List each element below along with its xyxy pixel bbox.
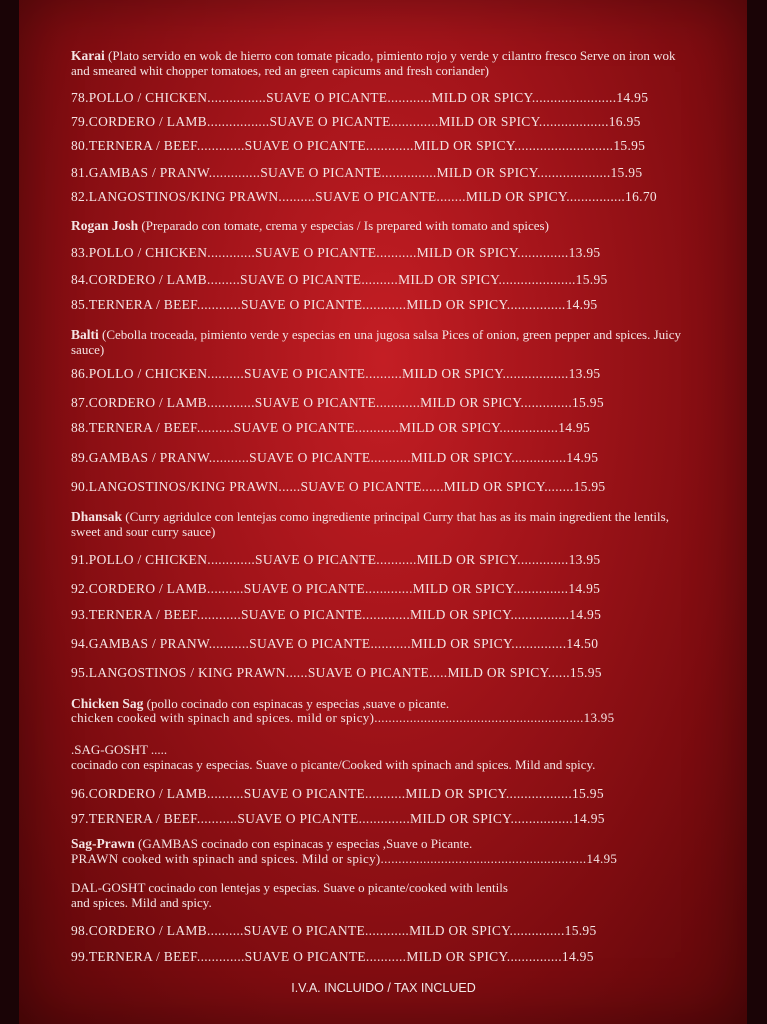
menu-item-92: 92.CORDERO / LAMB..........SUAVE O PICANTE.............MILD OR SPICY...............14.95 bbox=[71, 581, 601, 596]
menu-item-84: 84.CORDERO / LAMB.........SUAVE O PICANTE..........MILD OR SPICY.....................15.95 bbox=[71, 272, 608, 287]
rogan-josh-title: Rogan Josh bbox=[71, 218, 139, 233]
chicken-sag-line1: Chicken Sag (pollo cocinado con espinacas y especias ,suave o picante. bbox=[71, 696, 450, 711]
menu-item-79: 79.CORDERO / LAMB.................SUAVE O PICANTE.............MILD OR SPICY...................16.95 bbox=[71, 114, 641, 129]
sag-prawn-line2: PRAWN cooked with spinach and spices. Mild or spicy)..........................................................14.95 bbox=[71, 851, 618, 866]
tax-note: I.V.A. INCLUIDO / TAX INCLUED bbox=[291, 981, 476, 995]
chicken-sag-title: Chicken Sag bbox=[71, 696, 144, 711]
menu-item-78: 78.POLLO / CHICKEN................SUAVE O PICANTE............MILD OR SPICY.......................14.95 bbox=[71, 90, 649, 105]
sag-prawn-title: Sag-Prawn bbox=[71, 836, 135, 851]
menu-item-98: 98.CORDERO / LAMB..........SUAVE O PICANTE............MILD OR SPICY...............15.95 bbox=[71, 923, 597, 938]
menu-item-88: 88.TERNERA / BEEF..........SUAVE O PICANTE............MILD OR SPICY................14.95 bbox=[71, 420, 591, 435]
menu-item-90: 90.LANGOSTINOS/KING PRAWN......SUAVE O PICANTE......MILD OR SPICY........15.95 bbox=[71, 479, 606, 494]
dhansak-title: Dhansak bbox=[71, 509, 123, 524]
sag-gosht-description: cocinado con espinacas y especias. Suave o picante/Cooked with spinach and spices. Mild and spicy. bbox=[71, 757, 596, 772]
menu-item-82: 82.LANGOSTINOS/KING PRAWN..........SUAVE O PICANTE........MILD OR SPICY................16.70 bbox=[71, 189, 657, 204]
menu-item-87: 87.CORDERO / LAMB.............SUAVE O PICANTE............MILD OR SPICY..............15.95 bbox=[71, 395, 604, 410]
balti-description: Balti (Cebolla troceada, pimiento verde y especias en una jugosa salsa Pices of onion, green pepper and spices. Juicy sauce) bbox=[71, 327, 682, 357]
sag-gosht-title: .SAG-GOSHT ..... bbox=[71, 742, 168, 757]
menu-item-99: 99.TERNERA / BEEF.............SUAVE O PICANTE...........MILD OR SPICY...............14.95 bbox=[71, 949, 594, 964]
menu-item-96: 96.CORDERO / LAMB..........SUAVE O PICANTE...........MILD OR SPICY..................15.95 bbox=[71, 786, 604, 801]
dal-gosht-line1: DAL-GOSHT cocinado con lentejas y especias. Suave o picante/cooked with lentils bbox=[71, 880, 508, 895]
menu-item-85: 85.TERNERA / BEEF............SUAVE O PICANTE............MILD OR SPICY................14.95 bbox=[71, 297, 598, 312]
menu-item-83: 83.POLLO / CHICKEN.............SUAVE O PICANTE...........MILD OR SPICY..............13.95 bbox=[71, 245, 601, 260]
menu-item-91: 91.POLLO / CHICKEN.............SUAVE O PICANTE...........MILD OR SPICY..............13.95 bbox=[71, 552, 601, 567]
menu-item-93: 93.TERNERA / BEEF............SUAVE O PICANTE.............MILD OR SPICY................14.95 bbox=[71, 607, 602, 622]
menu-item-86: 86.POLLO / CHICKEN..........SUAVE O PICANTE..........MILD OR SPICY..................13.95 bbox=[71, 366, 601, 381]
karai-description: Karai (Plato servido en wok de hierro con tomate picado, pimiento rojo y verde y cilantro fresco Serve on iron wok and smeared whit chopper tomatoes, red an green capicums and fresh coriander) bbox=[71, 48, 676, 78]
menu-item-97: 97.TERNERA / BEEF...........SUAVE O PICANTE..............MILD OR SPICY.................14.95 bbox=[71, 811, 605, 826]
menu-item-89: 89.GAMBAS / PRANW...........SUAVE O PICANTE...........MILD OR SPICY...............14.95 bbox=[71, 450, 599, 465]
menu-item-81: 81.GAMBAS / PRANW..............SUAVE O PICANTE...............MILD OR SPICY....................15.95 bbox=[71, 165, 643, 180]
sag-prawn-line1: Sag-Prawn (GAMBAS cocinado con espinacas y especias ,Suave o Picante. bbox=[71, 836, 473, 851]
dal-gosht-line2: and spices. Mild and spicy. bbox=[71, 895, 212, 910]
menu-item-80: 80.TERNERA / BEEF.............SUAVE O PICANTE.............MILD OR SPICY...........................15.95 bbox=[71, 138, 646, 153]
balti-title: Balti bbox=[71, 327, 99, 342]
chicken-sag-line2: chicken cooked with spinach and spices. mild or spicy)...........................................................13.95 bbox=[71, 710, 615, 725]
rogan-josh-description: Rogan Josh (Preparado con tomate, crema y especias / Is prepared with tomato and spices) bbox=[71, 218, 549, 233]
karai-title: Karai bbox=[71, 48, 105, 63]
menu-item-95: 95.LANGOSTINOS / KING PRAWN......SUAVE O PICANTE.....MILD OR SPICY......15.95 bbox=[71, 665, 602, 680]
dhansak-description: Dhansak (Curry agridulce con lentejas como ingrediente principal Curry that has as its main ingredient the lentils, sweet and sour curry sauce) bbox=[71, 509, 669, 539]
menu-item-94: 94.GAMBAS / PRANW...........SUAVE O PICANTE...........MILD OR SPICY...............14.50 bbox=[71, 636, 599, 651]
